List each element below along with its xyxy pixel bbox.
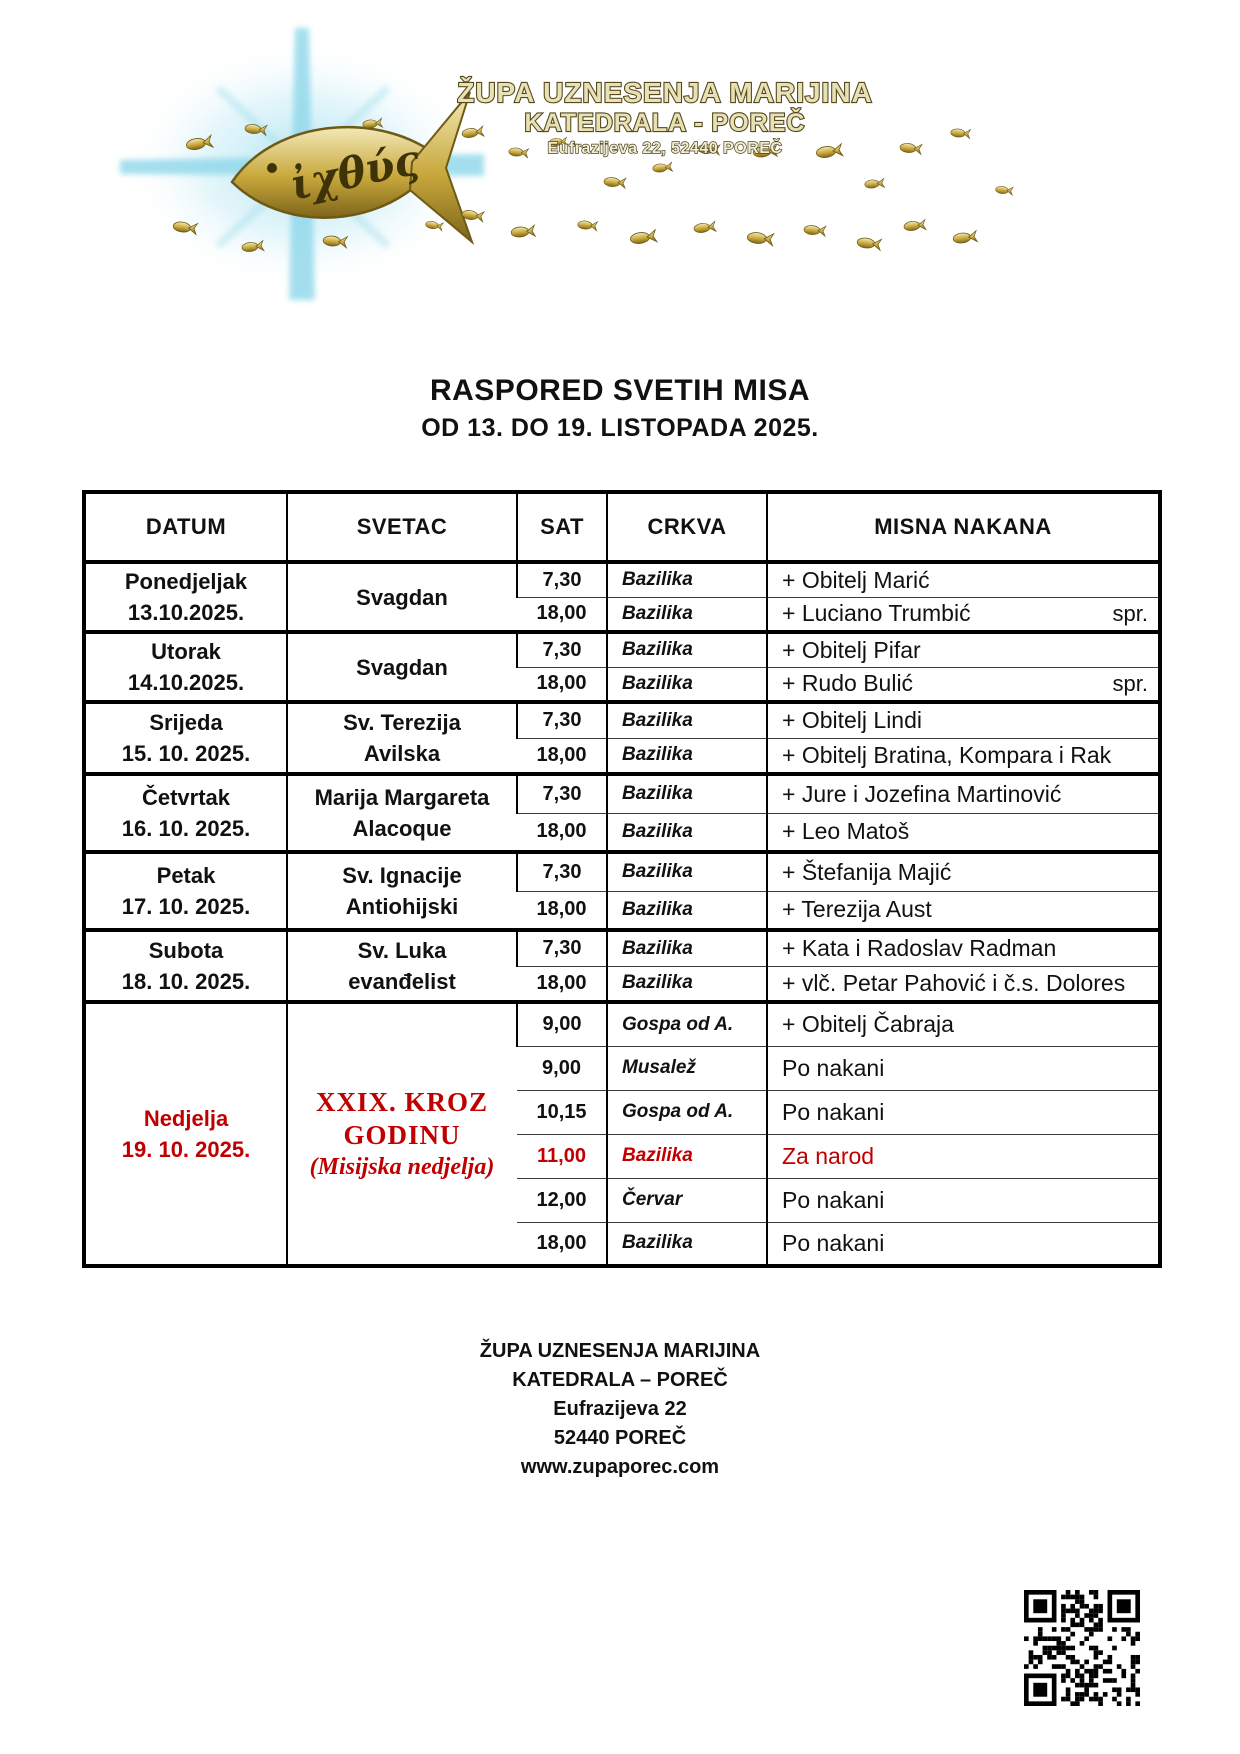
time-cell: 12,00 (517, 1178, 607, 1222)
saint-line: Avilska (363, 741, 441, 766)
time-cell: 9,00 (517, 1002, 607, 1046)
ichthys-greek-text: ἰχθύς (285, 134, 424, 210)
table-header-row (84, 492, 1160, 562)
intention-cell (767, 1178, 1160, 1222)
day-date: 16. 10. 2025. (121, 816, 251, 841)
day-date: 15. 10. 2025. (121, 741, 251, 766)
saint-cell (287, 632, 517, 702)
time-cell: 18,00 (517, 597, 607, 632)
time-cell: 7,30 (517, 930, 607, 966)
date-cell (84, 930, 287, 1002)
fish-icon (953, 231, 978, 245)
saint-line: Marija Margareta (314, 785, 490, 810)
saint-subtitle: (Misijska nedjelja) (309, 1154, 495, 1180)
date-cell (84, 774, 287, 852)
time-cell: 18,00 (517, 1222, 607, 1266)
footer-line: Eufrazijeva 22 (553, 1398, 687, 1420)
mass-row (84, 774, 1160, 813)
intention-text: + Rudo Bulić (782, 670, 914, 697)
header-address: Eufrazijeva 22, 52440 POREČ (547, 140, 783, 157)
intention-cell (767, 562, 1160, 597)
intention-cell (767, 1002, 1160, 1046)
day-name: Subota (148, 938, 224, 963)
date-cell (84, 852, 287, 930)
saint-line: Svagdan (356, 584, 448, 610)
column-header-misna-nakana: MISNA NAKANA (767, 492, 1160, 562)
mass-row (84, 852, 1160, 891)
fish-icon (508, 147, 528, 158)
fish-icon (995, 185, 1013, 195)
intention-text: Za narod (782, 1142, 875, 1169)
fish-icon (864, 178, 884, 189)
time-cell: 11,00 (517, 1134, 607, 1178)
intention-cell (767, 1046, 1160, 1090)
intention-text: Po nakani (782, 1098, 885, 1125)
fish-icon (900, 142, 922, 154)
footer-line: ŽUPA UZNESENJA MARIJINA (479, 1340, 761, 1362)
intention-text: + Obitelj Pifar (782, 636, 921, 663)
time-cell: 7,30 (517, 774, 607, 813)
church-cell: Červar (607, 1178, 767, 1222)
mass-row (84, 632, 1160, 667)
church-cell: Bazilika (607, 562, 767, 597)
intention-text: + Jure i Jozefina Martinović (782, 780, 1062, 807)
church-cell: Bazilika (607, 813, 767, 852)
day-date: 19. 10. 2025. (121, 1137, 251, 1162)
mass-row (84, 930, 1160, 966)
time-cell: 9,00 (517, 1046, 607, 1090)
time-cell: 18,00 (517, 738, 607, 774)
day-name: Četvrtak (141, 785, 231, 810)
column-header-crkva: CRKVA (607, 492, 767, 562)
intention-cell (767, 632, 1160, 667)
intention-cell (767, 774, 1160, 813)
day-date: 13.10.2025. (127, 600, 245, 625)
intention-cell (767, 1090, 1160, 1134)
saint-cell (287, 774, 517, 852)
intention-text: Po nakani (782, 1186, 885, 1213)
saint-line: XXIX. KROZ (315, 1087, 488, 1117)
fish-icon (693, 221, 716, 234)
time-cell: 18,00 (517, 891, 607, 930)
qr-code-icon (1024, 1590, 1140, 1711)
fish-icon (652, 162, 672, 173)
church-cell: Bazilika (607, 1134, 767, 1178)
fish-icon (857, 236, 882, 250)
column-header-sat: SAT (517, 492, 607, 562)
intention-cell (767, 813, 1160, 852)
time-cell: 18,00 (517, 966, 607, 1002)
day-date: 18. 10. 2025. (121, 969, 251, 994)
day-name: Utorak (151, 639, 221, 664)
mass-row (84, 1002, 1160, 1046)
fish-icon (816, 144, 843, 159)
saint-line: Sv. Terezija (343, 710, 461, 735)
saint-line: Svagdan (356, 654, 448, 680)
saint-cell (287, 852, 517, 930)
column-header-datum: DATUM (84, 492, 287, 562)
fish-icon (577, 220, 597, 231)
page-title: RASPORED SVETIH MISA (429, 374, 811, 407)
fish-icon (950, 128, 970, 139)
intention-cell (767, 930, 1160, 966)
intention-text: + vlč. Petar Pahović i č.s. Dolores (782, 969, 1126, 996)
day-date: 17. 10. 2025. (121, 894, 251, 919)
intention-cell (767, 1222, 1160, 1266)
intention-cell (767, 702, 1160, 738)
intention-text: + Leo Matoš (782, 818, 910, 845)
intention-text: + Kata i Radoslav Radman (782, 935, 1057, 962)
church-cell: Gospa od A. (607, 1090, 767, 1134)
intention-text: + Luciano Trumbić (782, 600, 971, 627)
saint-cell (287, 930, 517, 1002)
mass-schedule-table (82, 490, 1162, 1268)
church-cell: Bazilika (607, 597, 767, 632)
saint-cell (287, 1002, 517, 1266)
intention-note: spr. (1112, 671, 1148, 697)
time-cell: 18,00 (517, 813, 607, 852)
church-cell: Bazilika (607, 667, 767, 702)
fish-icon (604, 176, 626, 188)
header-org-name: ŽUPA UZNESENJA MARIJINA (457, 77, 873, 108)
time-cell: 7,30 (517, 852, 607, 891)
intention-text: + Obitelj Lindi (782, 707, 922, 734)
footer-line: 52440 POREČ (553, 1427, 687, 1449)
day-date: 14.10.2025. (127, 670, 245, 695)
fish-icon (630, 230, 657, 245)
church-cell: Bazilika (607, 930, 767, 966)
page-subtitle: OD 13. DO 19. LISTOPADA 2025. (421, 414, 819, 442)
column-header-svetac: SVETAC (287, 492, 517, 562)
intention-text: Po nakani (782, 1054, 885, 1081)
date-cell (84, 702, 287, 774)
date-cell (84, 1002, 287, 1266)
intention-text: + Obitelj Marić (782, 566, 930, 593)
church-cell: Bazilika (607, 891, 767, 930)
time-cell: 10,15 (517, 1090, 607, 1134)
footer-line: KATEDRALA – POREČ (512, 1369, 728, 1391)
fish-icon (804, 224, 826, 236)
time-cell: 18,00 (517, 667, 607, 702)
mass-row (84, 702, 1160, 738)
church-cell: Bazilika (607, 1222, 767, 1266)
footer-website: www.zupaporec.com (520, 1456, 720, 1478)
intention-cell (767, 891, 1160, 930)
church-cell: Gospa od A. (607, 1002, 767, 1046)
time-cell: 7,30 (517, 632, 607, 667)
mass-row (84, 562, 1160, 597)
intention-note: spr. (1112, 601, 1148, 627)
church-cell: Bazilika (607, 738, 767, 774)
intention-cell (767, 667, 1160, 702)
saint-line: Sv. Luka (357, 938, 447, 963)
fish-icon (904, 220, 926, 232)
date-cell (84, 562, 287, 632)
saint-cell (287, 702, 517, 774)
saint-line: GODINU (343, 1120, 461, 1150)
church-cell: Bazilika (607, 632, 767, 667)
intention-cell (767, 966, 1160, 1002)
church-cell: Bazilika (607, 852, 767, 891)
footer-address-block (0, 1337, 1240, 1482)
church-cell: Bazilika (607, 702, 767, 738)
intention-cell (767, 738, 1160, 774)
mass-table-body (84, 562, 1160, 1266)
intention-text: + Obitelj Čabraja (782, 1011, 954, 1038)
saint-line: evanđelist (348, 969, 456, 994)
saint-line: Antiohijski (345, 894, 459, 919)
day-name: Ponedjeljak (124, 569, 248, 594)
day-name: Nedjelja (143, 1106, 229, 1131)
saint-cell (287, 562, 517, 632)
intention-text: + Terezija Aust (782, 896, 932, 923)
header-cathedral: KATEDRALA - POREČ (524, 109, 806, 137)
church-cell: Bazilika (607, 966, 767, 1002)
time-cell: 7,30 (517, 562, 607, 597)
parish-letterhead (0, 0, 1240, 312)
day-name: Petak (156, 863, 216, 888)
date-cell (84, 632, 287, 702)
intention-cell (767, 852, 1160, 891)
intention-cell (767, 597, 1160, 632)
saint-line: Sv. Ignacije (342, 863, 462, 888)
time-cell: 7,30 (517, 702, 607, 738)
intention-cell (767, 1134, 1160, 1178)
intention-text: + Štefanija Majić (782, 858, 952, 885)
fish-icon (511, 225, 536, 238)
intention-text: + Obitelj Bratina, Kompara i Rak (782, 741, 1112, 768)
church-cell: Bazilika (607, 774, 767, 813)
intention-text: Po nakani (782, 1229, 885, 1256)
letterhead-text (457, 77, 873, 157)
fish-icon (747, 231, 774, 246)
day-name: Srijeda (149, 710, 223, 735)
church-cell: Musalež (607, 1046, 767, 1090)
saint-line: Alacoque (352, 816, 452, 841)
